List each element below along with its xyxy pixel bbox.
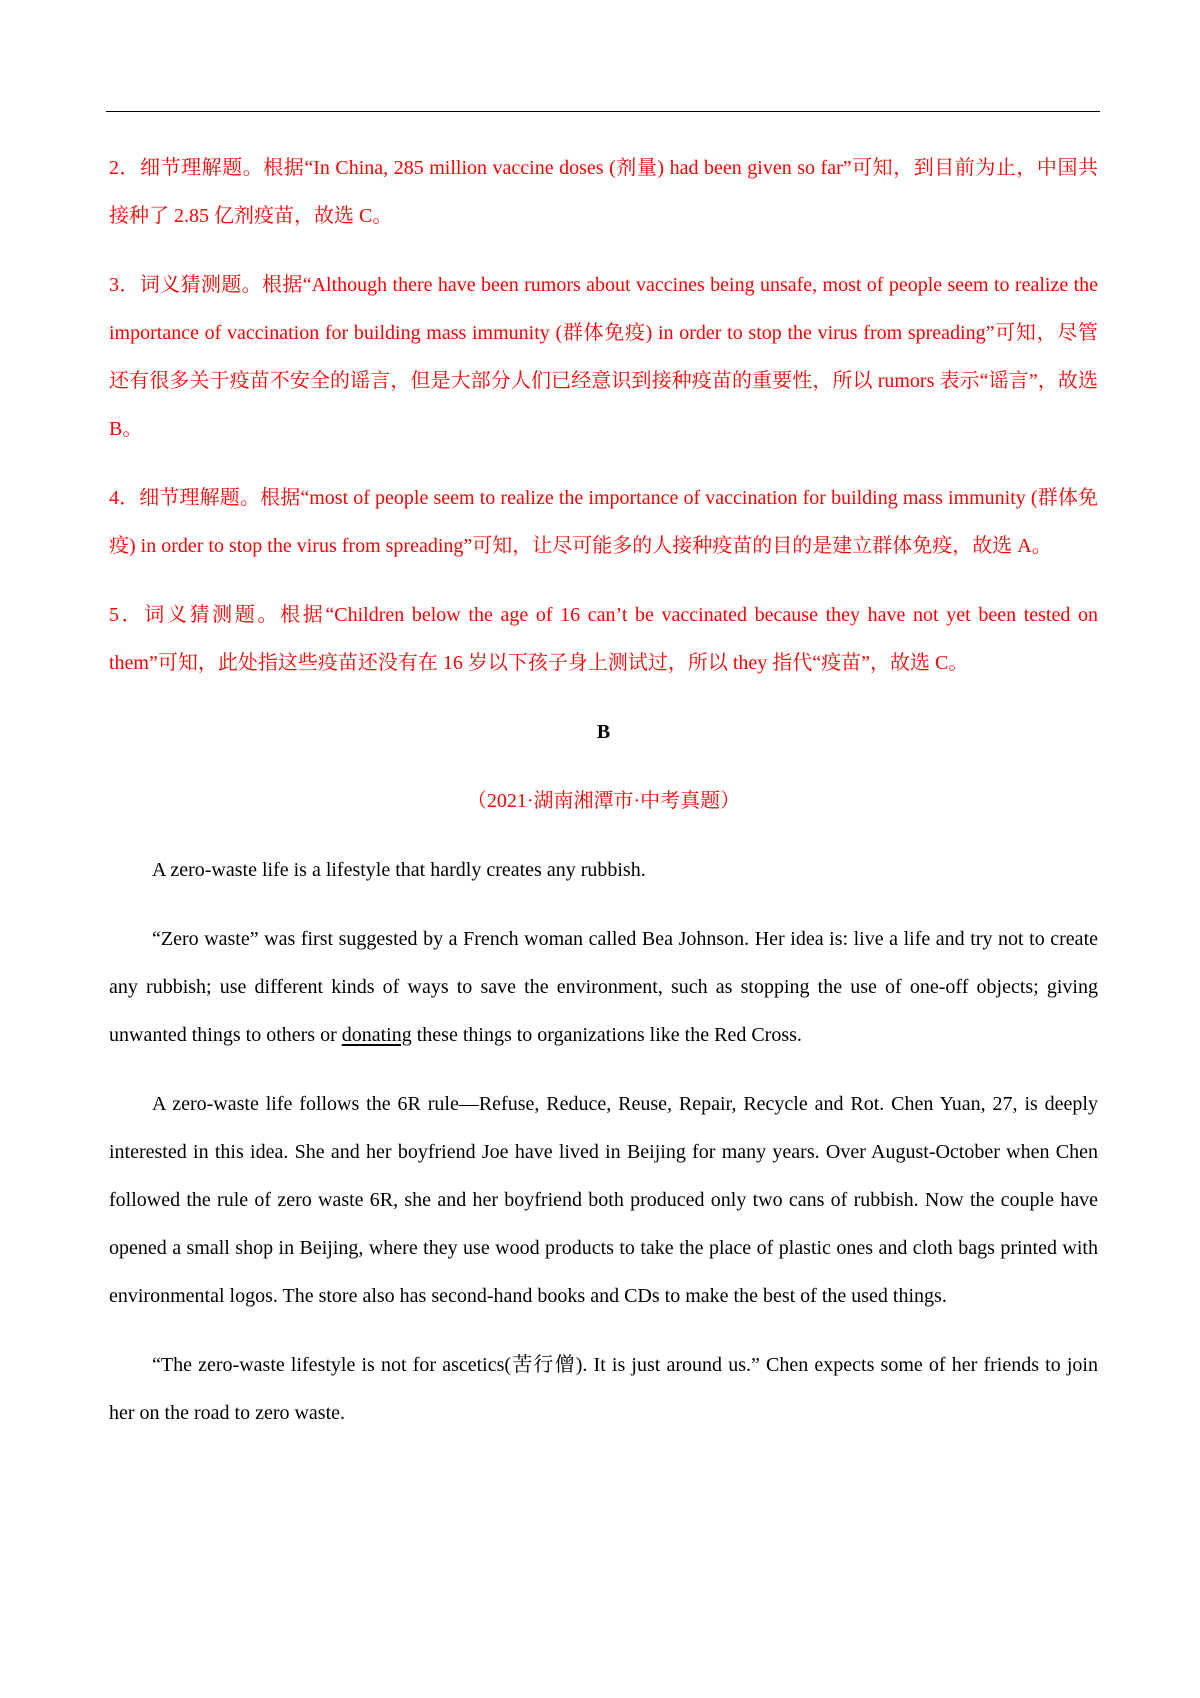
passage-paragraph-1: A zero-waste life is a lifestyle that hardly creates any rubbish.	[152, 859, 646, 881]
answer-explanation-4: 4．细节理解题。根据“most of people seem to realize the importance of vaccination for building mass immunity (群体免疫) in order to stop the virus from spreading”可知，让尽可能多的人接种疫苗的目的是建立群体免疫，故选 A。	[109, 487, 1098, 557]
passage-paragraph-2	[109, 915, 1098, 1059]
document-body	[109, 144, 1098, 1437]
passage-paragraph-4: “The zero-waste lifestyle is not for ascetics(苦行僧). It is just around us.” Chen expects some of her friends to join her on the road to zero waste.	[109, 1354, 1098, 1424]
section-source: （2021·湖南湘潭市·中考真题）	[466, 790, 741, 812]
section-heading: B	[596, 721, 611, 743]
underlined-word: donating	[341, 1024, 412, 1046]
answer-explanation-2: 2．细节理解题。根据“In China, 285 million vaccine doses (剂量) had been given so far”可知，到目前为止，中国共接种了 2.85 亿剂疫苗，故选 C。	[109, 157, 1098, 227]
answer-explanation-3: 3．词义猜测题。根据“Although there have been rumors about vaccines being unsafe, most of people seem to realize the importance of vaccination for building mass immunity (群体免疫) in order to stop the virus from spreading”可知，尽管还有很多关于疫苗不安全的谣言，但是大部分人们已经意识到接种疫苗的重要性，所以 rumors 表示“谣言”，故选 B。	[109, 274, 1098, 440]
header-rule	[106, 111, 1100, 112]
answer-explanation-5: 5．词义猜测题。根据“Children below the age of 16 can’t be vaccinated because they have not yet been tested on them”可知，此处指这些疫苗还没有在 16 岁以下孩子身上测试过，所以 they 指代“疫苗”，故选 C。	[109, 604, 1098, 674]
passage-paragraph-2-before: “Zero waste” was first suggested by a French woman called Bea Johnson. Her idea is: live a life and try not to create any rubbish; use different kinds of ways to save the environment, such as stopping the use of one-off objects; giving unwanted things to others or	[109, 928, 1098, 1046]
passage-paragraph-2-after: these things to organizations like the Red Cross.	[411, 1024, 802, 1046]
passage-paragraph-3: A zero-waste life follows the 6R rule—Refuse, Reduce, Reuse, Repair, Recycle and Rot. Chen Yuan, 27, is deeply interested in this idea. She and her boyfriend Joe have lived in Beijing for many years. Over August-October when Chen followed the rule of zero waste 6R, she and her boyfriend both produced only two cans of rubbish. Now the couple have opened a small shop in Beijing, where they use wood products to take the place of plastic ones and cloth bags printed with environmental logos. The store also has second-hand books and CDs to make the best of the used things.	[109, 1093, 1098, 1307]
